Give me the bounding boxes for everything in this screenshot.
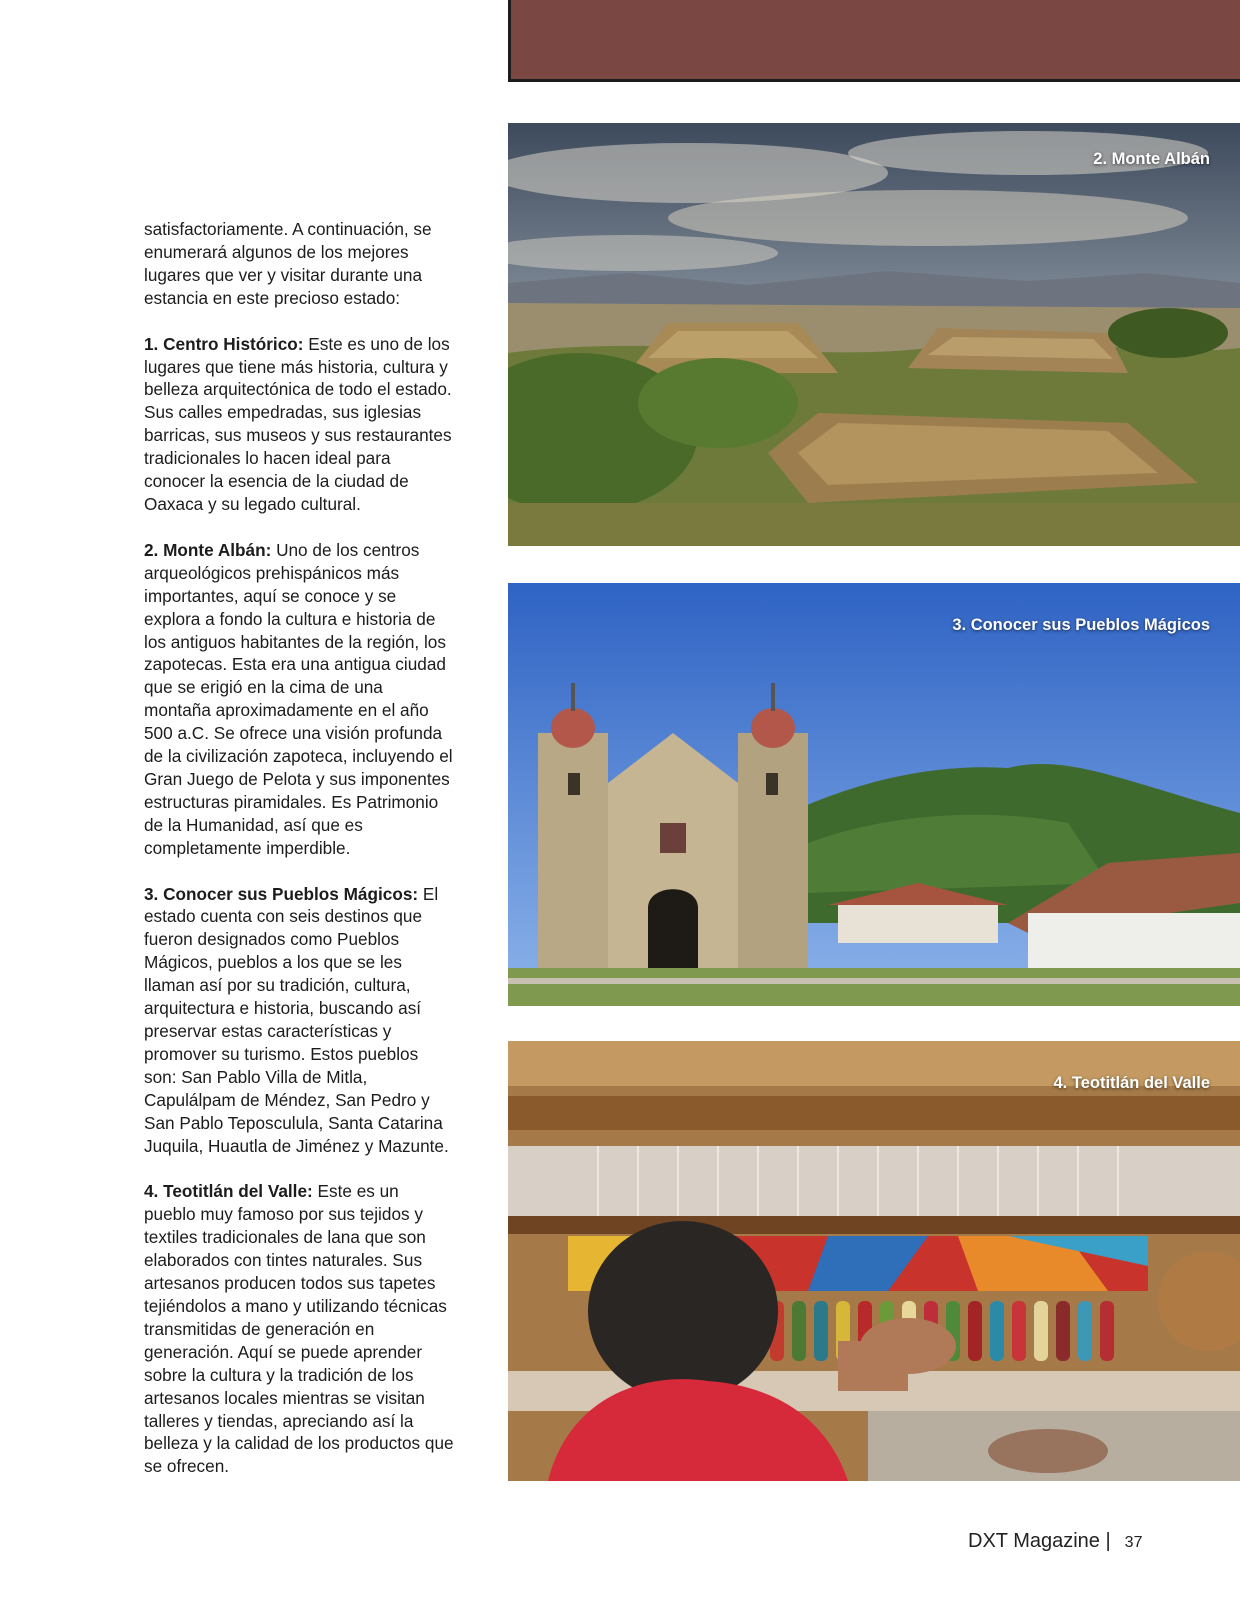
magazine-name: DXT Magazine | bbox=[968, 1530, 1111, 1552]
photo-caption: 4. Teotitlán del Valle bbox=[1053, 1074, 1210, 1092]
list-item-pueblos-magicos bbox=[144, 883, 454, 1158]
page-footer bbox=[968, 1530, 1142, 1553]
list-item-monte-alban bbox=[144, 539, 454, 860]
photo-caption: 3. Conocer sus Pueblos Mágicos bbox=[952, 616, 1210, 634]
item-body: Este es un pueblo muy famoso por sus tejidos y textiles tradicionales de lana que son elaborados con tintes naturales. Sus artesanos producen todos sus tapetes tejiéndolos a mano y utilizando técnicas transmitidas de generación en generación. Aquí se puede aprender sobre la cultura y la tradición de los artesanos locales mientras se visitan talleres y tiendas, apreciando así la belleza y la calidad de los productos que se ofrecen. bbox=[144, 1181, 454, 1477]
header-banner bbox=[508, 0, 1240, 82]
item-body: Este es uno de los lugares que tiene más historia, cultura y belleza arquitectónica de todo el estado. Sus calles empedradas, sus iglesias barricas, sus museos y sus restaurantes tradicionales lo hacen ideal para conocer la esencia de la ciudad de Oaxaca y su legado cultural. bbox=[144, 333, 452, 514]
photo-pueblos-magicos bbox=[508, 583, 1240, 1006]
article-body bbox=[144, 218, 454, 1501]
monte-alban-illustration bbox=[508, 123, 1240, 546]
item-heading: 1. Centro Histórico: bbox=[144, 333, 304, 354]
item-heading: 4. Teotitlán del Valle: bbox=[144, 1181, 313, 1202]
church-illustration bbox=[508, 583, 1240, 1006]
item-heading: 3. Conocer sus Pueblos Mágicos: bbox=[144, 883, 419, 904]
loom-illustration bbox=[508, 1041, 1240, 1481]
list-item-centro-historico bbox=[144, 333, 454, 516]
page-number: 37 bbox=[1124, 1534, 1143, 1551]
list-item-teotitlan bbox=[144, 1180, 454, 1478]
item-body: Uno de los centros arqueológicos prehispánicos más importantes, aquí se conoce y se explora a fondo la cultura e historia de los antiguos habitantes de la región, los zapotecas. Esta era una antigua ciudad que se erigió en la cima de una montaña aproximadamente en el año 500 a.C. Se ofrece una visión profunda de la civilización zapoteca, incluyendo el Gran Juego de Pelota y sus imponentes estructuras piramidales. Es Patrimonio de la Humanidad, así que es completamente imperdible. bbox=[144, 539, 453, 858]
article-intro: satisfactoriamente. A continuación, se enumerará algunos de los mejores lugares que ver y visitar durante una estancia en este precioso estado: bbox=[144, 219, 432, 308]
item-heading: 2. Monte Albán: bbox=[144, 539, 272, 560]
photo-monte-alban bbox=[508, 123, 1240, 546]
photo-caption: 2. Monte Albán bbox=[1093, 150, 1210, 168]
item-body: El estado cuenta con seis destinos que fueron designados como Pueblos Mágicos, pueblos a los que se les llaman así por su tradición, cultura, arquitectura e historia, buscando así preservar estas características y promover su turismo. Estos pueblos son: San Pablo Villa de Mitla, Capulálpam de Méndez, San Pedro y San Pablo Teposculula, Santa Catarina Juquila, Huautla de Jiménez y Mazunte. bbox=[144, 883, 449, 1156]
photo-teotitlan bbox=[508, 1041, 1240, 1481]
